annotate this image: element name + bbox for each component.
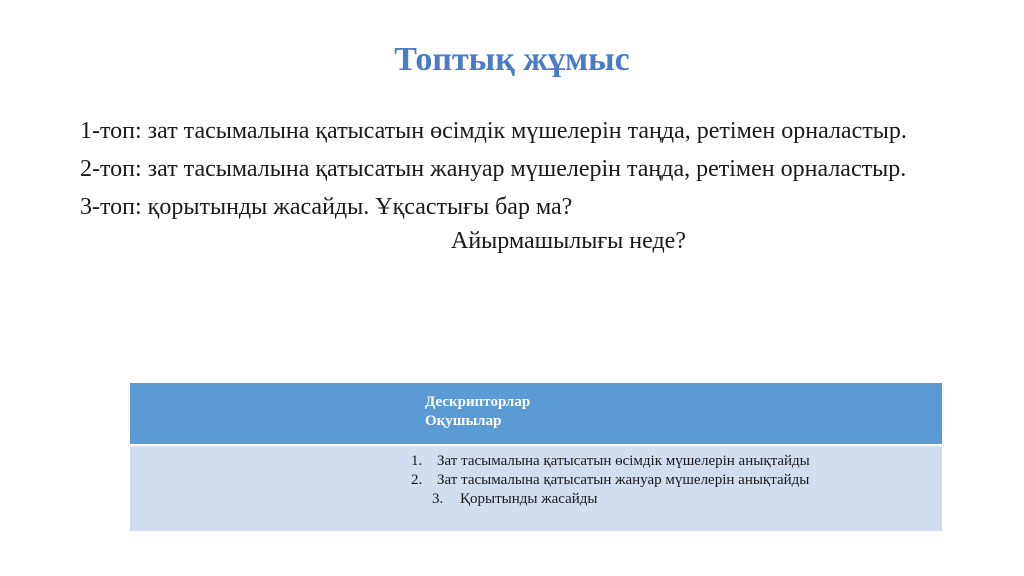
table-header-row	[130, 383, 942, 445]
task-group-1: 1-топ: зат тасымалына қатысатын өсімдік мүшелерін таңда, ретімен орналастыр.	[80, 118, 907, 144]
list-item-number: 3.	[432, 491, 444, 507]
list-item-number: 2.	[411, 472, 423, 488]
list-item	[130, 490, 942, 509]
header-descriptors-label: Дескрипторлар	[425, 394, 531, 410]
task-group-3-continuation: Айырмашылығы неде?	[451, 228, 686, 254]
header-students-label: Оқушылар	[425, 413, 502, 429]
task-list	[80, 115, 960, 263]
list-item-text: Зат тасымалына қатысатын өсімдік мүшелерін анықтайды	[437, 453, 810, 469]
table-header-cell	[130, 383, 942, 445]
task-group-2: 2-топ: зат тасымалына қатысатын жануар мүшелерін таңда, ретімен орналастыр.	[80, 156, 907, 182]
descriptor-table	[130, 383, 942, 531]
list-item-text: Зат тасымалына қатысатын жануар мүшелерін анықтайды	[437, 472, 810, 488]
slide-title: Топтық жұмыс	[394, 41, 630, 78]
task-group-3: 3-топ: қорытынды жасайды. Ұқсастығы бар ма?	[80, 194, 573, 220]
table-body-row	[130, 445, 942, 531]
descriptor-list	[130, 452, 942, 509]
list-item-number: 1.	[411, 453, 423, 469]
table-body-cell	[130, 445, 942, 531]
list-item	[130, 452, 942, 471]
list-item	[130, 471, 942, 490]
list-item-text: Қорытынды жасайды	[460, 491, 598, 507]
